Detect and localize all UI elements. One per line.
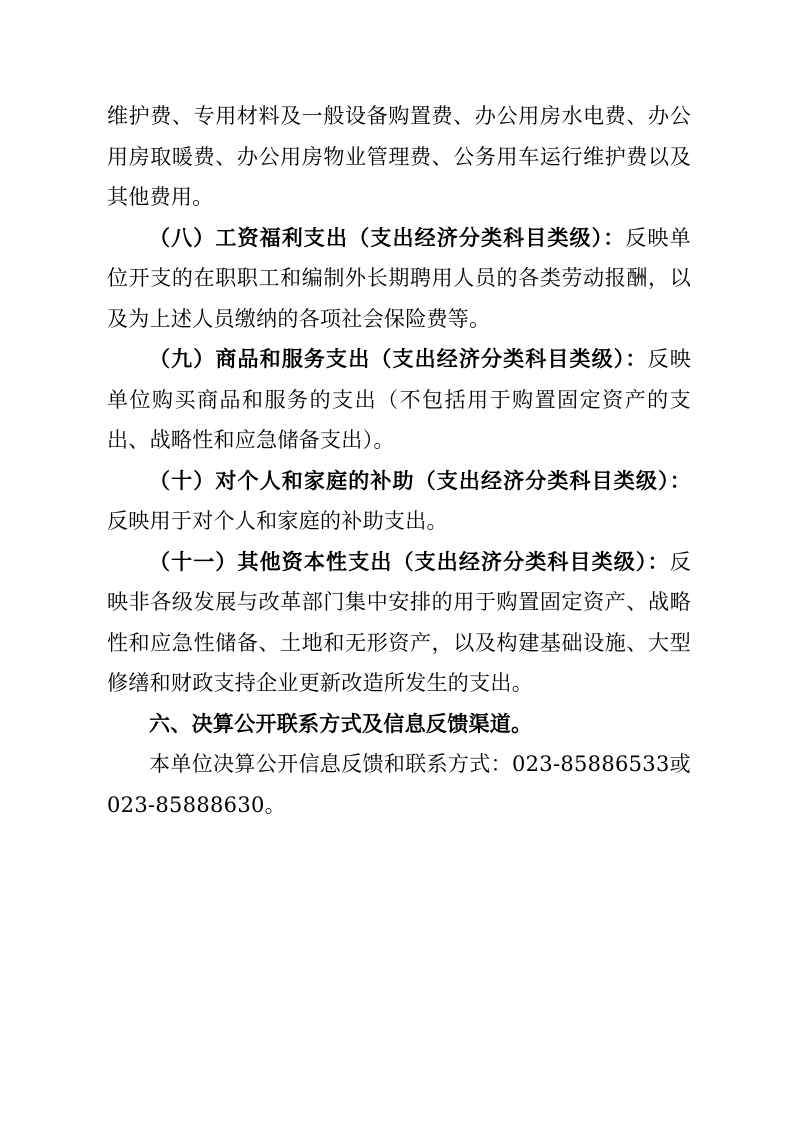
paragraph-text: 反映用于对个人和家庭的补助支出。 — [107, 509, 448, 533]
paragraph-expense-continuation — [107, 96, 691, 218]
document-body — [107, 96, 691, 825]
paragraph-text: 本单位决算公开信息反馈和联系方式：023-85886533或023-85888630。 — [107, 752, 691, 817]
paragraph-goods-services — [107, 339, 691, 461]
paragraph-wage-welfare — [107, 218, 691, 340]
paragraph-heading: （十一）其他资本性支出（支出经济分类科目类级）： — [149, 548, 670, 574]
section-heading-contact: 六、决算公开联系方式及信息反馈渠道。 — [149, 710, 533, 736]
paragraph-text: 反映单位购买商品和服务的支出（不包括用于购置固定资产的支出、战略性和应急储备支出）。 — [107, 347, 691, 452]
paragraph-heading: （九）商品和服务支出（支出经济分类科目类级）： — [149, 346, 648, 371]
paragraph-heading: （十）对个人和家庭的补助（支出经济分类科目类级）： — [149, 467, 691, 493]
paragraph-household-subsidy — [107, 461, 691, 542]
paragraph-text: 反映单位开支的在职职工和编制外长期聘用人员的各类劳动报酬，以及为上述人员缴纳的各项社会保险费等。 — [107, 225, 691, 331]
paragraph-contact-info — [107, 744, 691, 825]
paragraph-text: 维护费、专用材料及一般设备购置费、办公用房水电费、办公用房取暖费、办公用房物业管理费、公务用车运行维护费以及其他费用。 — [107, 104, 691, 209]
paragraph-other-capital — [107, 542, 691, 704]
paragraph-heading: （八）工资福利支出（支出经济分类科目类级）： — [149, 224, 626, 250]
paragraph-text: 反映非各级发展与改革部门集中安排的用于购置固定资产、战略性和应急性储备、土地和无形资产，以及构建基础设施、大型修缮和财政支持企业更新改造所发生的支出。 — [107, 549, 691, 695]
